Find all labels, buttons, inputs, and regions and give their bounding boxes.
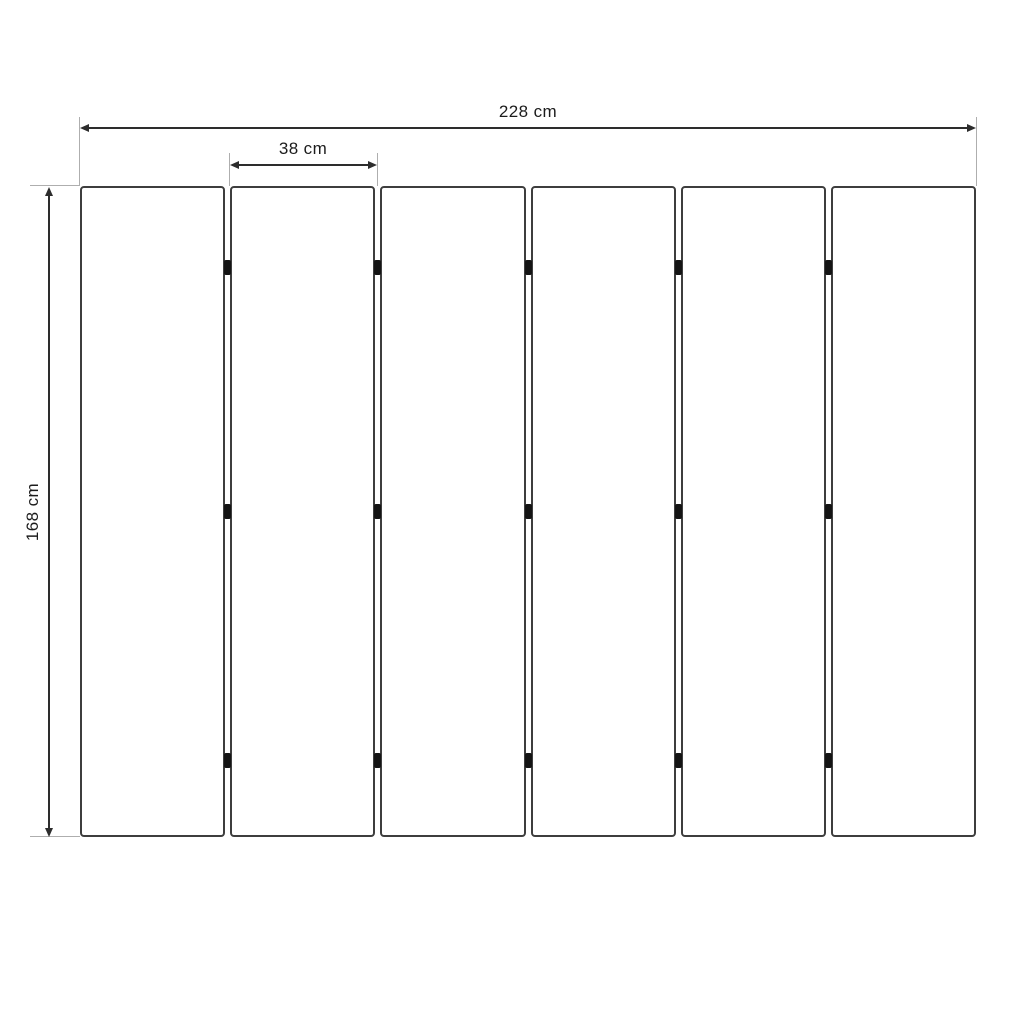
hinge-connector: [374, 260, 381, 275]
height-label-wrapper: [14, 186, 52, 837]
hinge-connector: [525, 260, 532, 275]
arrowhead-left-icon: [80, 124, 89, 132]
hinge-connector: [825, 504, 832, 519]
height-label: 168 cm: [23, 482, 42, 541]
arrowhead-right-icon: [967, 124, 976, 132]
panel-3: [380, 186, 525, 837]
panel-width-dimension-line: [237, 164, 369, 166]
panel-4: [531, 186, 676, 837]
hinge-connector: [224, 753, 231, 768]
panel-width-label: 38 cm: [278, 139, 328, 158]
arrowhead-right-icon: [368, 161, 377, 169]
hinge-connector: [224, 504, 231, 519]
arrowhead-left-icon: [230, 161, 239, 169]
hinge-connector: [825, 260, 832, 275]
total-width-label: 228 cm: [498, 102, 558, 121]
hinge-connector: [675, 753, 682, 768]
hinge-connector: [525, 504, 532, 519]
hinge-connector: [825, 753, 832, 768]
panel-5: [681, 186, 826, 837]
panel-1: [80, 186, 225, 837]
hinge-connector: [374, 753, 381, 768]
total-width-dimension-line: [87, 127, 969, 129]
hinge-connector: [675, 504, 682, 519]
hinge-connector: [374, 504, 381, 519]
panel-2: [230, 186, 375, 837]
hinge-connector: [675, 260, 682, 275]
hinge-connector: [224, 260, 231, 275]
hinge-connector: [525, 753, 532, 768]
panel-6: [831, 186, 976, 837]
total-width-extension-line-right: [976, 117, 977, 186]
